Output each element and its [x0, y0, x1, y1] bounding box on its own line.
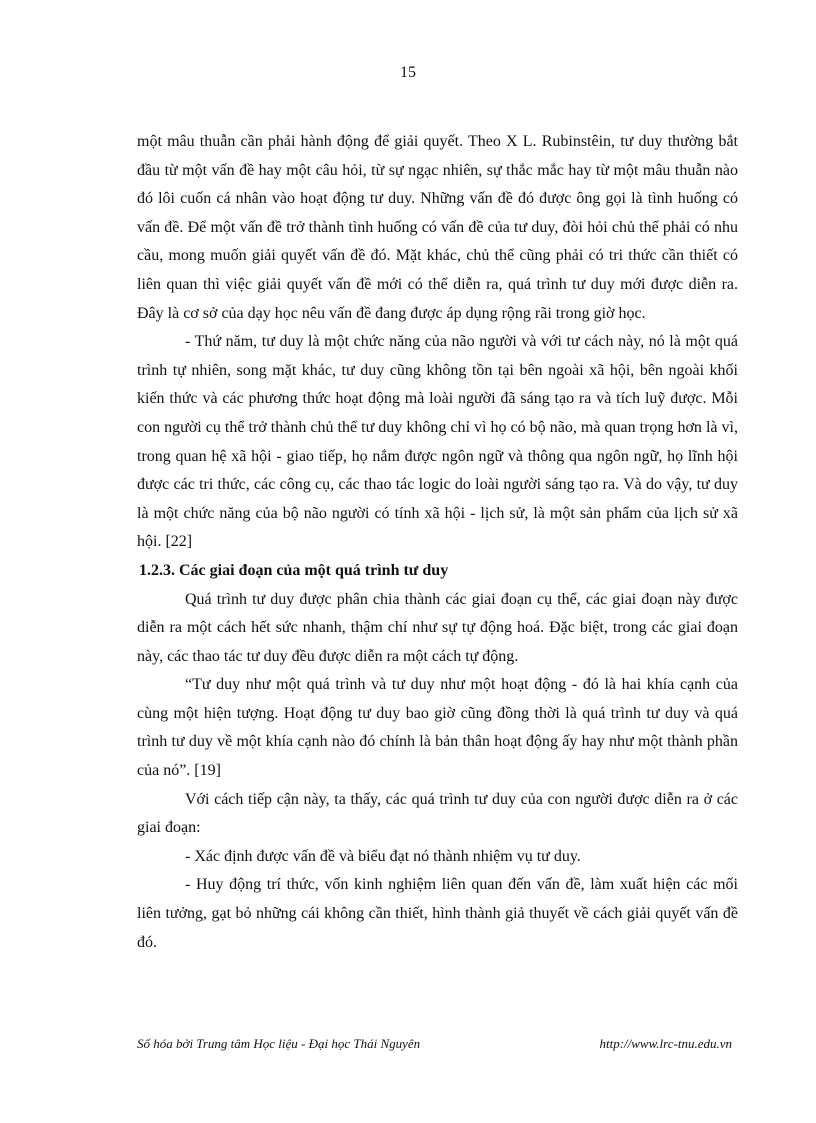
paragraph-1: một mâu thuẫn cần phải hành động để giải quyết. Theo X L. Rubinstêin, tư duy thường bắt đầu từ một vấn đề hay một câu hỏi, từ sự ngạc nhiên, sự thắc mắc hay từ một mâu thuẫn nào đó lôi cuốn cá nhân vào hoạt động tư duy. Những vấn đề đó được ông gọi là tình huống có vấn đề. Để một vấn đề trở thành tình huống có vấn đề của tư duy, đòi hỏi chủ thể phải có nhu cầu, mong muốn giải quyết vấn đề đó. Mặt khác, chủ thể cũng phải có tri thức cần thiết có liên quan thì việc giải quyết vấn đề mới có thể diễn ra, quá trình tư duy mới được diễn ra. Đây là cơ sở của dạy học nêu vấn đề đang được áp dụng rộng rãi trong giờ học.: [137, 133, 738, 322]
document-body: [137, 128, 738, 957]
paragraph-6: - Xác định được vấn đề và biểu đạt nó thành nhiệm vụ tư duy.: [185, 847, 581, 865]
page-number: 15: [400, 64, 416, 81]
section-heading: 1.2.3. Các giai đoạn của một quá trình tư duy: [139, 561, 449, 579]
paragraph-5: Với cách tiếp cận này, ta thấy, các quá trình tư duy của con người được diễn ra ở các giai đoạn:: [137, 790, 738, 837]
footer-source: Số hóa bởi Trung tâm Học liệu - Đại học Thái Nguyên: [137, 1036, 421, 1051]
footer-url: http://www.lrc-tnu.edu.vn: [599, 1036, 732, 1051]
paragraph-2: - Thứ năm, tư duy là một chức năng của não người và với tư cách này, nó là một quá trình tự nhiên, song mặt khác, tư duy cũng không tồn tại bên ngoài xã hội, bên ngoài khối kiến thức và các phương thức hoạt động mà loài người đã sáng tạo ra và tích luỹ được. Mỗi con người cụ thể trở thành chủ thể tư duy không chỉ vì họ có bộ não, mà quan trọng hơn là vì, trong quan hệ xã hội - giao tiếp, họ nắm được ngôn ngữ và thông qua ngôn ngữ, họ lĩnh hội được các tri thức, các công cụ, các thao tác logic do loài người sáng tạo ra. Và do vậy, tư duy là một chức năng của bộ não người có tính xã hội - lịch sử, là một sản phẩm của lịch sử xã hội. [22]: [137, 333, 738, 551]
paragraph-3: Quá trình tư duy được phân chia thành các giai đoạn cụ thể, các giai đoạn này được diễn ra một cách hết sức nhanh, thậm chí như sự tự động hoá. Đặc biệt, trong các giai đoạn này, các thao tác tư duy đều được diễn ra một cách tự động.: [137, 590, 738, 665]
paragraph-7: - Huy động trí thức, vốn kinh nghiệm liên quan đến vấn đề, làm xuất hiện các mối liên tưởng, gạt bỏ những cái không cần thiết, hình thành giả thuyết về cách giải quyết vấn đề đó.: [137, 876, 738, 951]
paragraph-4: “Tư duy như một quá trình và tư duy như một hoạt động - đó là hai khía cạnh của cùng một hiện tượng. Hoạt động tư duy bao giờ cũng đồng thời là quá trình tư duy và quá trình tư duy về một khía cạnh nào đó chính là bản thân hoạt động ấy hay như một thành phần của nó”. [19]: [137, 676, 738, 780]
page-footer: [137, 1036, 738, 1052]
